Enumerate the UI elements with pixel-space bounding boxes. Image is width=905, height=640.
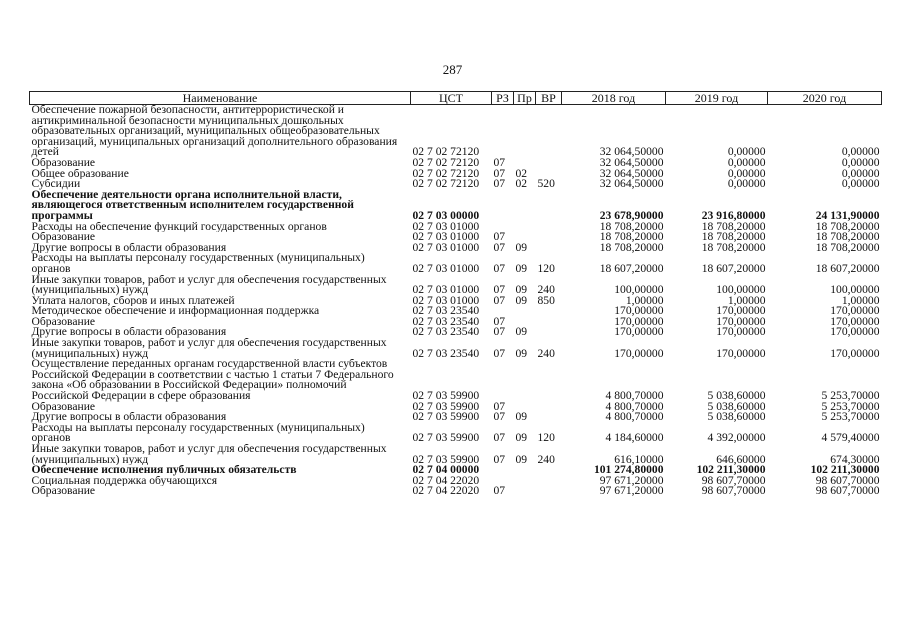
- cell-pr: 09: [515, 412, 528, 423]
- cell-2018: 101 274,80000: [593, 465, 664, 476]
- cell-2020: 4 579,40000: [821, 431, 880, 444]
- cell-2019: 4 392,00000: [707, 431, 766, 444]
- table-row: [30, 105, 882, 158]
- cell-rz: [492, 306, 514, 317]
- header-pr: Пр: [514, 92, 536, 105]
- cell-rz: 07: [493, 346, 506, 360]
- table-row: [30, 317, 882, 328]
- cell-vr: 240: [537, 283, 555, 296]
- table-row: [30, 179, 882, 190]
- cell-pr: 02: [515, 168, 528, 180]
- cell-csr: 02 7 03 01000: [412, 261, 480, 275]
- cell-2020: 18 708,20000: [815, 242, 880, 254]
- cell-2020: 18 708,20000: [815, 221, 880, 233]
- cell-rz: [492, 222, 514, 233]
- cell-csr: 02 7 03 23540: [412, 306, 480, 317]
- cell-2020: 170,00000: [830, 327, 880, 339]
- cell-csr: 02 7 03 01000: [412, 232, 480, 243]
- cell-csr: 02 7 02 72120: [412, 157, 480, 169]
- header-name: Наименование: [30, 92, 411, 105]
- cell-csr: 02 7 03 01000: [412, 242, 480, 254]
- cell-name: Субсидии: [31, 179, 81, 190]
- cell-rz: 07: [493, 412, 506, 423]
- cell-2018: 18 708,20000: [599, 242, 664, 254]
- table-row: [30, 169, 882, 180]
- table-row: [30, 296, 882, 307]
- cell-2020: 5 253,70000: [821, 401, 880, 413]
- cell-pr: [514, 105, 536, 158]
- cell-2019: 18 708,20000: [701, 232, 766, 243]
- cell-name: Другие вопросы в области образования: [31, 412, 227, 423]
- cell-2020: 170,00000: [830, 306, 880, 317]
- cell-2018: 32 064,50000: [599, 168, 664, 180]
- cell-2018: 170,00000: [614, 306, 664, 317]
- cell-pr: 09: [515, 283, 528, 296]
- cell-2020: 674,30000: [830, 452, 880, 466]
- cell-pr: 09: [515, 295, 528, 307]
- table-row: [30, 412, 882, 423]
- cell-2019: 18 708,20000: [701, 242, 766, 254]
- table-row: [30, 158, 882, 169]
- cell-vr: 240: [537, 452, 555, 466]
- cell-csr: 02 7 02 72120: [412, 145, 480, 158]
- table-row: [30, 275, 882, 296]
- cell-vr: [536, 222, 562, 233]
- cell-rz: [492, 476, 514, 487]
- cell-pr: [514, 402, 536, 413]
- cell-rz: 07: [493, 232, 506, 243]
- cell-name: Общее образование: [31, 168, 129, 180]
- cell-rz: 07: [493, 327, 506, 339]
- cell-csr: 02 7 04 22020: [412, 475, 480, 487]
- cell-pr: [514, 359, 536, 401]
- cell-2019: 18 708,20000: [701, 221, 766, 233]
- cell-vr: [536, 232, 562, 243]
- cell-csr: 02 7 04 22020: [412, 486, 480, 497]
- cell-2020: 0,00000: [841, 157, 880, 169]
- cell-rz: 07: [493, 157, 506, 169]
- cell-csr: 02 7 03 01000: [412, 221, 480, 233]
- cell-2018: 100,00000: [614, 283, 664, 296]
- cell-csr: 02 7 03 59900: [412, 401, 480, 413]
- cell-2019: 1,00000: [727, 295, 766, 307]
- cell-2019: 5 038,60000: [707, 401, 766, 413]
- cell-2019: 23 916,80000: [701, 208, 766, 222]
- cell-vr: [536, 306, 562, 317]
- cell-rz: 07: [493, 401, 506, 413]
- table-row: [30, 338, 882, 359]
- cell-name: Расходы на обеспечение функций государственных органов: [31, 221, 327, 233]
- cell-2018: 170,00000: [614, 327, 664, 339]
- cell-name: Социальная поддержка обучающихся: [31, 475, 218, 487]
- cell-name: Образование: [31, 232, 96, 243]
- cell-vr: [536, 169, 562, 180]
- cell-pr: [514, 232, 536, 243]
- cell-2020: 5 253,70000: [821, 389, 880, 402]
- cell-vr: [536, 105, 562, 158]
- cell-vr: 850: [537, 295, 555, 307]
- cell-2018: 4 184,60000: [605, 431, 664, 444]
- cell-csr: 02 7 03 23540: [412, 316, 480, 328]
- cell-vr: [536, 158, 562, 169]
- cell-csr: 02 7 03 23540: [412, 327, 480, 339]
- header-2019: 2019 год: [666, 92, 768, 105]
- cell-csr: 02 7 03 59900: [412, 431, 480, 444]
- cell-2019: 98 607,70000: [701, 475, 766, 487]
- cell-2020: 98 607,70000: [815, 475, 880, 487]
- cell-2020: 98 607,70000: [815, 486, 880, 497]
- cell-vr: [536, 317, 562, 328]
- cell-name: Уплата налогов, сборов и иных платежей: [31, 295, 235, 307]
- cell-2019: 0,00000: [727, 157, 766, 169]
- cell-rz: [492, 359, 514, 401]
- cell-name: Обеспечение исполнения публичных обязательств: [31, 465, 297, 476]
- table-row: [30, 306, 882, 317]
- cell-2018: 4 800,70000: [605, 389, 664, 402]
- cell-pr: 09: [515, 261, 528, 275]
- cell-name: Расходы на выплаты персоналу государственных (муниципальных) органов: [31, 422, 365, 444]
- cell-name: Расходы на выплаты персоналу государственных (муниципальных) органов: [31, 253, 365, 275]
- cell-2019: 18 607,20000: [701, 261, 766, 275]
- cell-2020: 102 211,30000: [810, 465, 880, 476]
- page-number: 287: [442, 62, 463, 77]
- cell-pr: 09: [515, 452, 528, 466]
- cell-2020: 0,00000: [841, 179, 880, 190]
- cell-csr: 02 7 03 23540: [412, 346, 480, 360]
- table-row: [30, 243, 882, 254]
- cell-vr: 240: [537, 346, 555, 360]
- cell-name: Иные закупки товаров, работ и услуг для обеспечения государственных (муниципальных) нужд: [31, 274, 387, 296]
- cell-rz: 07: [493, 179, 506, 190]
- cell-2018: 32 064,50000: [599, 145, 664, 158]
- cell-2020: 170,00000: [830, 316, 880, 328]
- cell-2020: 1,00000: [841, 295, 880, 307]
- cell-vr: 520: [537, 179, 555, 190]
- cell-name: Образование: [31, 486, 96, 497]
- cell-pr: 02: [515, 179, 528, 190]
- cell-name: Методическое обеспечение и информационная поддержка: [31, 306, 320, 317]
- table-row: [30, 327, 882, 338]
- table-row: [30, 444, 882, 465]
- cell-rz: [492, 105, 514, 158]
- cell-csr: 02 7 03 01000: [412, 283, 480, 296]
- cell-pr: [514, 476, 536, 487]
- header-vr: ВР: [536, 92, 562, 105]
- table-row: [30, 190, 882, 222]
- cell-vr: [536, 486, 562, 497]
- cell-rz: 07: [493, 168, 506, 180]
- cell-name: Другие вопросы в области образования: [31, 327, 227, 339]
- cell-2018: 170,00000: [614, 346, 664, 360]
- cell-csr: 02 7 02 72120: [412, 179, 480, 190]
- cell-2020: 170,00000: [830, 346, 880, 360]
- table-row: [30, 402, 882, 413]
- cell-2018: 23 678,90000: [599, 208, 664, 222]
- cell-pr: 09: [515, 431, 528, 444]
- cell-csr: 02 7 03 00000: [412, 208, 480, 222]
- cell-vr: [536, 190, 562, 222]
- cell-2019: 170,00000: [716, 346, 766, 360]
- cell-2020: 18 607,20000: [815, 261, 880, 275]
- cell-name: Иные закупки товаров, работ и услуг для обеспечения государственных (муниципальных) нужд: [31, 338, 387, 360]
- cell-csr: 02 7 03 59900: [412, 452, 480, 466]
- cell-2019: 5 038,60000: [707, 412, 766, 423]
- cell-2018: 616,10000: [614, 452, 664, 466]
- cell-2018: 18 607,20000: [599, 261, 664, 275]
- cell-pr: 09: [515, 327, 528, 339]
- cell-rz: 07: [493, 431, 506, 444]
- cell-pr: [514, 222, 536, 233]
- cell-vr: 120: [537, 261, 555, 275]
- table-row: [30, 465, 882, 476]
- table-row: [30, 423, 882, 444]
- header-csr: ЦСТ: [411, 92, 492, 105]
- cell-2018: 1,00000: [625, 295, 664, 307]
- cell-pr: 09: [515, 242, 528, 254]
- cell-2018: 97 671,20000: [599, 475, 664, 487]
- cell-2019: 100,00000: [716, 283, 766, 296]
- cell-vr: [536, 465, 562, 476]
- cell-rz: 07: [493, 242, 506, 254]
- cell-2020: 24 131,90000: [815, 208, 880, 222]
- header-2020: 2020 год: [768, 92, 882, 105]
- cell-2019: 98 607,70000: [701, 486, 766, 497]
- cell-rz: 07: [493, 452, 506, 466]
- cell-2019: 0,00000: [727, 179, 766, 190]
- table-row: [30, 476, 882, 487]
- cell-rz: 07: [493, 486, 506, 497]
- cell-rz: 07: [493, 295, 506, 307]
- table-row: [30, 253, 882, 274]
- cell-pr: [514, 465, 536, 476]
- cell-2019: 102 211,30000: [696, 465, 766, 476]
- cell-2019: 0,00000: [727, 145, 766, 158]
- cell-2018: 32 064,50000: [599, 157, 664, 169]
- cell-2018: 32 064,50000: [599, 179, 664, 190]
- cell-2018: 4 800,70000: [605, 412, 664, 423]
- table-row: [30, 232, 882, 243]
- table-row: [30, 486, 882, 497]
- cell-rz: 07: [493, 283, 506, 296]
- cell-pr: [514, 158, 536, 169]
- cell-pr: [514, 317, 536, 328]
- cell-2020: 100,00000: [830, 283, 880, 296]
- cell-csr: 02 7 03 59900: [412, 412, 480, 423]
- cell-2019: 646,60000: [716, 452, 766, 466]
- cell-csr: 02 7 04 00000: [412, 465, 480, 476]
- cell-vr: [536, 327, 562, 338]
- header-rz: РЗ: [492, 92, 514, 105]
- cell-vr: [536, 402, 562, 413]
- cell-name: Образование: [31, 157, 96, 169]
- cell-rz: 07: [493, 316, 506, 328]
- cell-vr: [536, 476, 562, 487]
- cell-rz: 07: [493, 261, 506, 275]
- cell-2019: 170,00000: [716, 306, 766, 317]
- cell-2019: 170,00000: [716, 327, 766, 339]
- cell-pr: [514, 306, 536, 317]
- cell-2020: 0,00000: [841, 168, 880, 180]
- cell-csr: 02 7 03 01000: [412, 295, 480, 307]
- cell-name: Иные закупки товаров, работ и услуг для обеспечения государственных (муниципальных) нужд: [31, 444, 387, 466]
- cell-vr: [536, 412, 562, 423]
- header-2018: 2018 год: [562, 92, 666, 105]
- table-row: [30, 222, 882, 233]
- cell-2019: 170,00000: [716, 316, 766, 328]
- cell-vr: [536, 359, 562, 401]
- cell-csr: 02 7 02 72120: [412, 168, 480, 180]
- cell-2019: 5 038,60000: [707, 389, 766, 402]
- cell-2018: 18 708,20000: [599, 221, 664, 233]
- cell-name: Образование: [31, 316, 96, 328]
- cell-vr: 120: [537, 431, 555, 444]
- cell-name: Обеспечение пожарной безопасности, антитеррористической и антикриминальной безопасности муниципальных дошкольных образовательных организаций, муниципальных общеобразовательных организаций, муниципальных организаций дополнительного образования детей: [31, 104, 398, 158]
- cell-rz: [492, 190, 514, 222]
- cell-rz: [492, 465, 514, 476]
- budget-table: [29, 91, 882, 497]
- cell-pr: [514, 190, 536, 222]
- cell-2018: 4 800,70000: [605, 401, 664, 413]
- cell-2020: 18 708,20000: [815, 232, 880, 243]
- cell-name: Другие вопросы в области образования: [31, 242, 227, 254]
- cell-name: Осуществление переданных органам государственной власти субъектов Российской Федерации в соответствии с частью 1 статьи 7 Федерального закона «Об образовании в Российской Федерации» полномочий Российской Федерации в сфере образования: [31, 359, 394, 402]
- cell-2018: 170,00000: [614, 316, 664, 328]
- cell-2020: 0,00000: [841, 145, 880, 158]
- cell-pr: [514, 486, 536, 497]
- cell-2018: 18 708,20000: [599, 232, 664, 243]
- table-body: [30, 105, 882, 497]
- cell-vr: [536, 243, 562, 254]
- cell-csr: 02 7 03 59900: [412, 389, 480, 402]
- table-row: [30, 359, 882, 401]
- cell-2018: 97 671,20000: [599, 486, 664, 497]
- cell-2020: 5 253,70000: [821, 412, 880, 423]
- cell-name: Обеспечение деятельности органа исполнительной власти, являющегося ответственным исполнителем государственной программы: [31, 189, 354, 222]
- cell-pr: 09: [515, 346, 528, 360]
- cell-name: Образование: [31, 401, 96, 413]
- table-header-row: [30, 92, 882, 105]
- cell-2019: 0,00000: [727, 168, 766, 180]
